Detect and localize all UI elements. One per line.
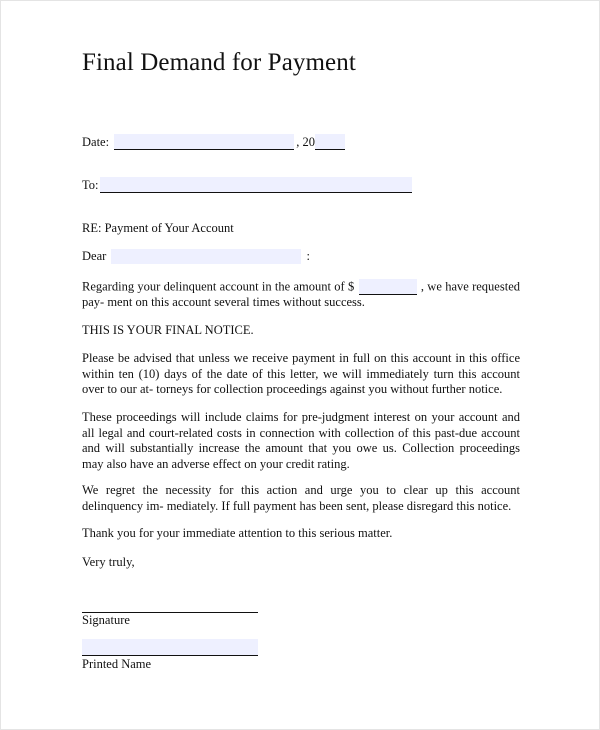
printed-name-field[interactable]: [82, 639, 258, 656]
recipient-name-field[interactable]: [111, 249, 301, 264]
year-field[interactable]: [315, 134, 345, 150]
dear-row: [82, 249, 310, 264]
closing: Very truly,: [82, 555, 135, 569]
paragraph-proceedings: These proceedings will include claims for pre-judgment interest on your account and all legal and court-related costs in connection with collection of this past-due account and will substantially increase the amount that you owe us. Collection proceedings may also have an adverse effect on your credit rating.: [82, 410, 520, 471]
to-label: To:: [82, 178, 99, 192]
signature-line[interactable]: [82, 596, 258, 613]
dear-label: Dear: [82, 249, 107, 263]
printed-name-label: Printed Name: [82, 657, 152, 671]
dear-colon: :: [306, 249, 311, 263]
amount-text-after: , we have requested pay- ment on this account several times without success.: [82, 279, 520, 309]
paragraph-amount: [82, 279, 520, 311]
amount-field[interactable]: [359, 279, 417, 295]
paragraph-warning: Please be advised that unless we receive payment in full on this account in this office within ten (10) days of the date of this letter, we will immediately turn this account over to our at- torneys for collection proceedings against you without further notice.: [82, 351, 520, 396]
date-year-prefix: , 20: [296, 135, 315, 149]
signature-label: Signature: [82, 613, 130, 627]
date-label: Date:: [82, 135, 110, 149]
amount-text-before: Regarding your delinquent account in the amount of $: [82, 279, 355, 294]
paragraph-regret: We regret the necessity for this action and urge you to clear up this account delinquency im- mediately. If full payment has been sent, please disregard this notice.: [82, 483, 520, 513]
re-line: RE: Payment of Your Account: [82, 221, 234, 235]
final-notice-heading: THIS IS YOUR FINAL NOTICE.: [82, 323, 254, 337]
date-field[interactable]: [114, 134, 294, 150]
document-title: Final Demand for Payment: [82, 49, 356, 76]
date-row: [82, 134, 347, 150]
paragraph-thanks: Thank you for your immediate attention to this serious matter.: [82, 526, 393, 540]
to-row: [82, 177, 414, 193]
to-field[interactable]: [100, 177, 412, 193]
